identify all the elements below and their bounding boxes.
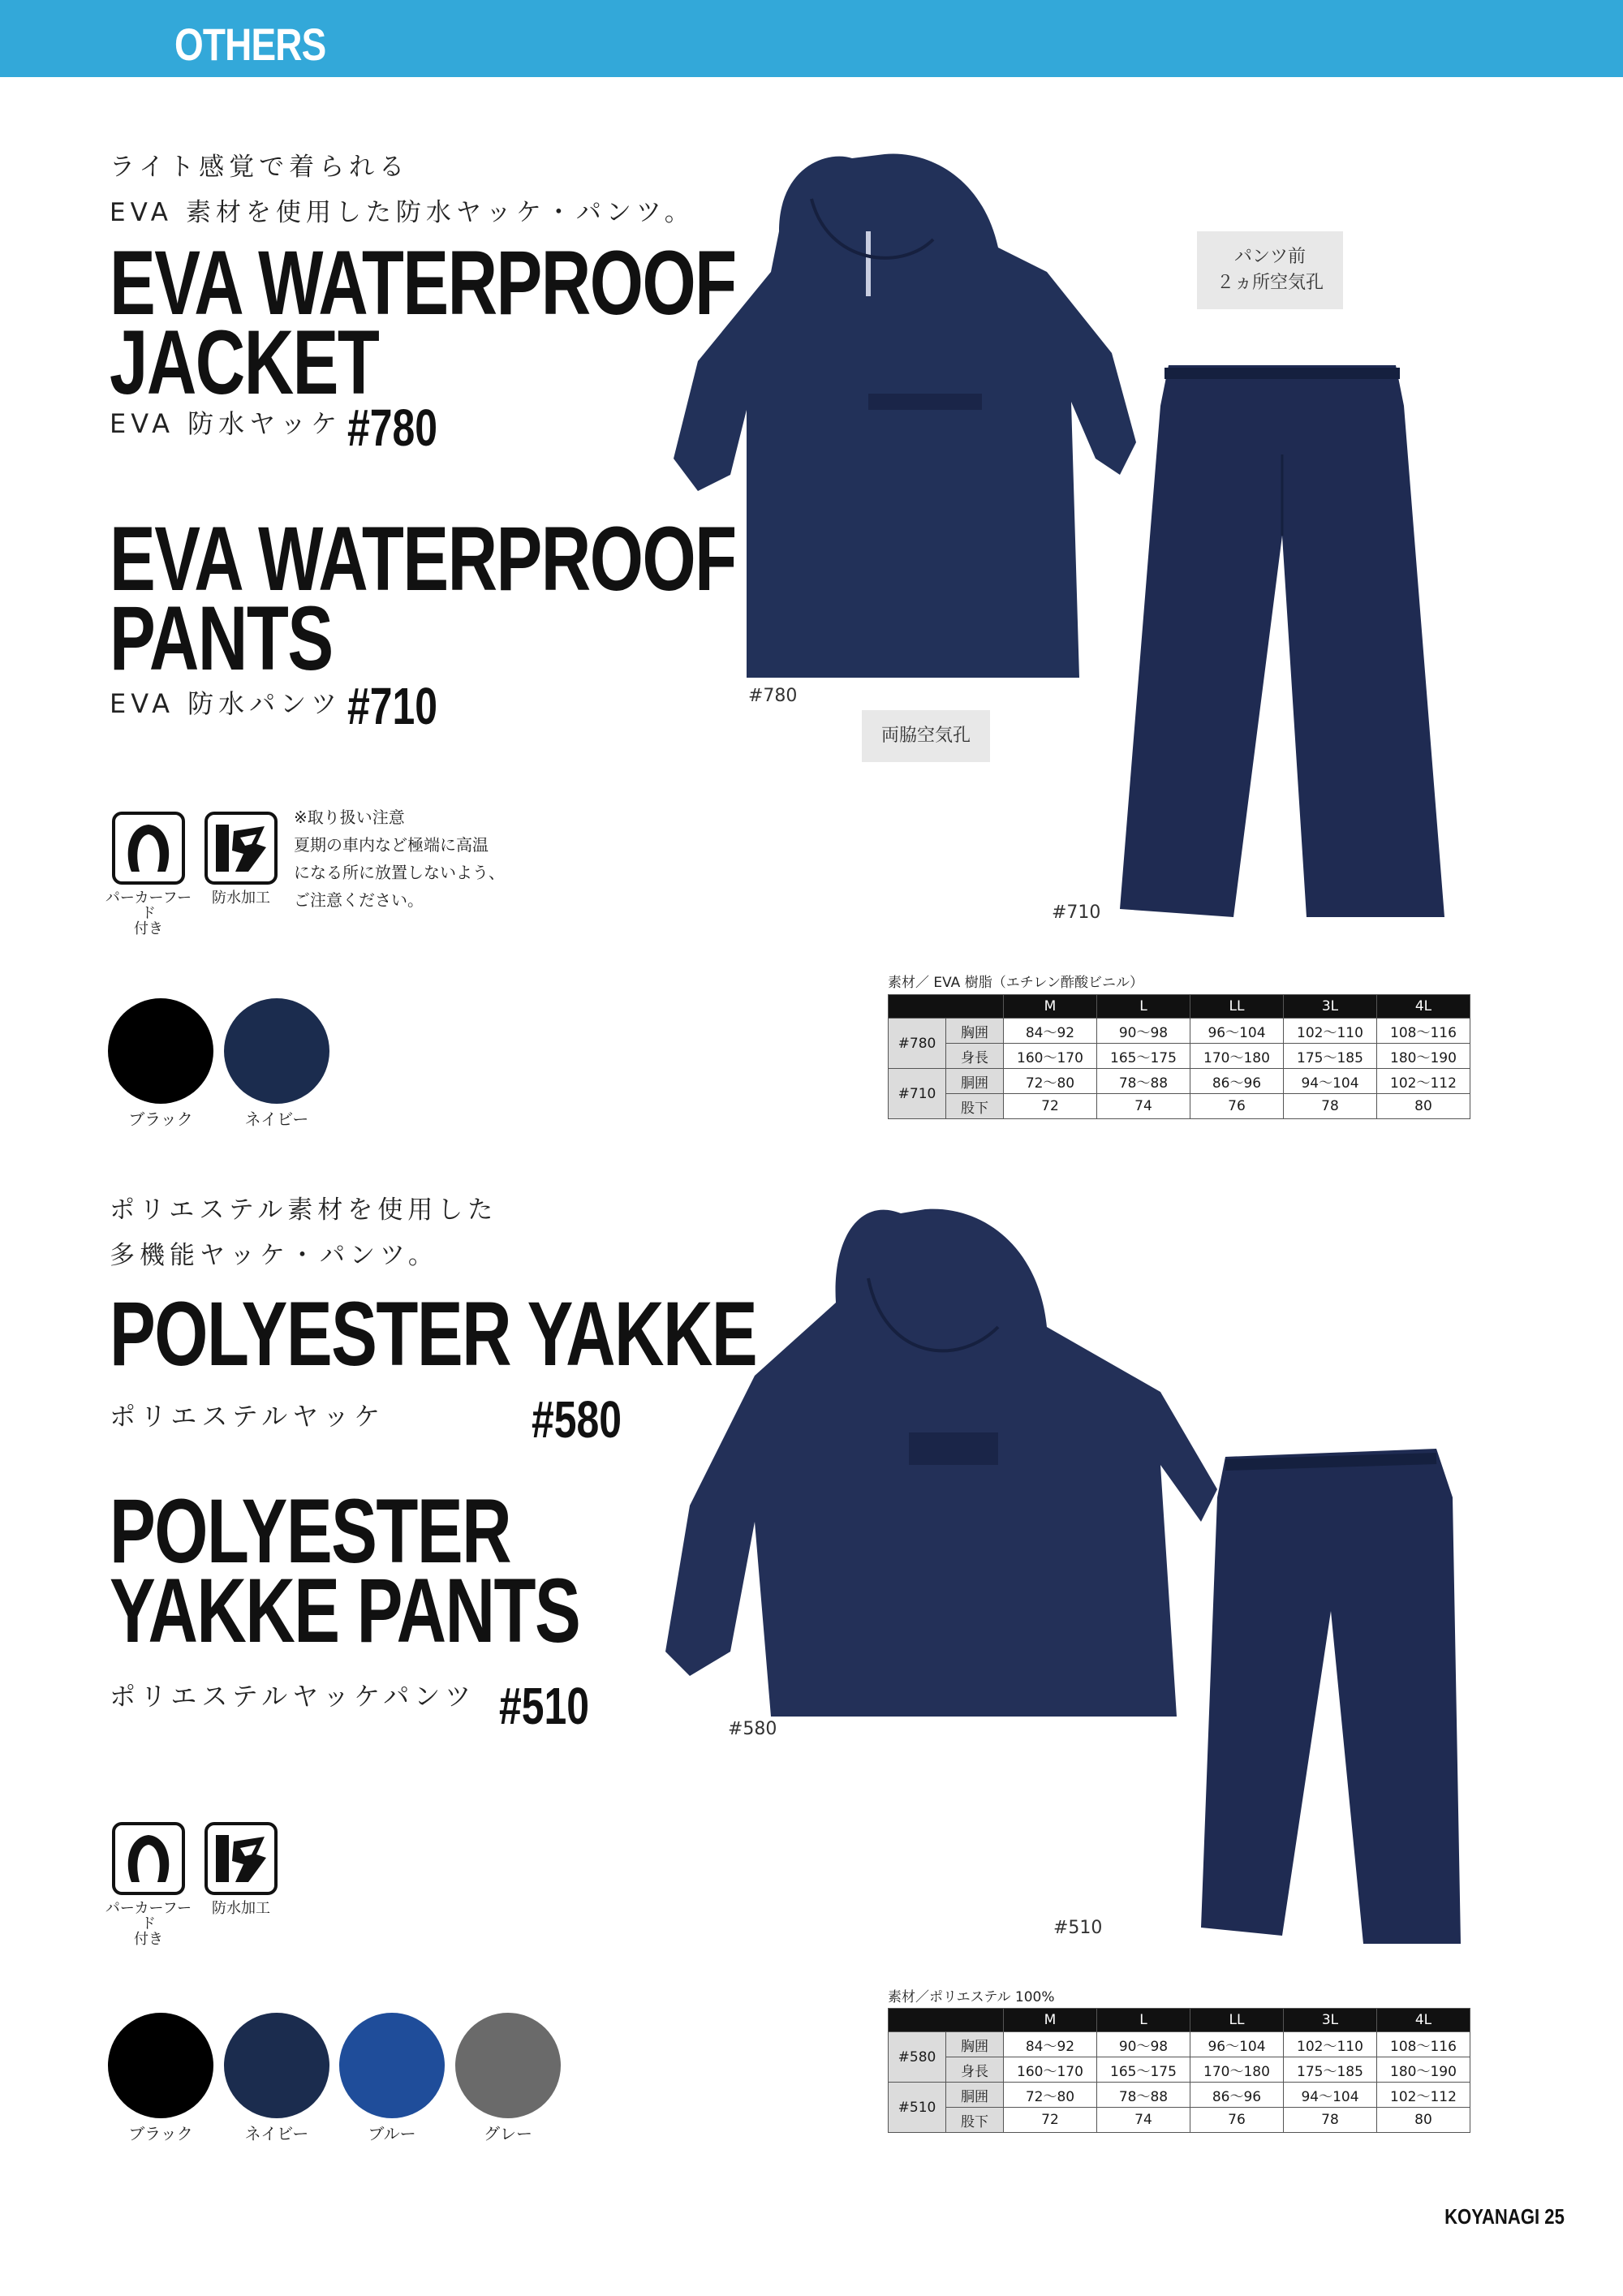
icon-caption: 防水加工	[212, 1900, 270, 1917]
value-cell: 165〜175	[1097, 2057, 1190, 2083]
size-header: LL	[1190, 995, 1284, 1019]
page-footer: KOYANAGI 25	[1444, 2204, 1565, 2229]
table-row	[889, 2108, 1470, 2133]
value-cell: 160〜170	[1004, 2057, 1097, 2083]
title-line: POLYESTER YAKKE	[110, 1283, 757, 1385]
material-note: 素材／ EVA 樹脂（エチレン酢酸ビニル）	[888, 975, 1143, 991]
product-jp-name-710: EVA 防水パンツ	[110, 688, 342, 719]
value-cell: 165〜175	[1097, 1044, 1190, 1069]
color-swatch-blue	[339, 2013, 445, 2118]
size-header: L	[1097, 995, 1190, 1019]
value-cell: 160〜170	[1004, 1044, 1097, 1069]
value-cell: 108〜116	[1377, 1019, 1470, 1044]
size-header: LL	[1190, 2009, 1284, 2032]
size-table-section2	[888, 2008, 1470, 2133]
product-title-780	[110, 232, 736, 413]
waterproof-icon-label	[196, 890, 286, 906]
size-header: 3L	[1284, 995, 1377, 1019]
table-row	[889, 2083, 1470, 2108]
size-header: 4L	[1377, 2009, 1470, 2032]
value-cell: 76	[1190, 2108, 1284, 2133]
product-title-710	[110, 508, 736, 689]
table-row	[889, 2032, 1470, 2057]
measure-cell: 股下	[946, 2108, 1004, 2133]
value-cell: 102〜112	[1377, 2083, 1470, 2108]
title-line: JACKET	[110, 312, 379, 413]
handling-notice: ※取り扱い注意 夏期の車内など極端に高温 になる所に放置しないよう、 ご注意ください。	[294, 808, 505, 910]
value-cell: 108〜116	[1377, 2032, 1470, 2057]
value-cell: 72	[1004, 1094, 1097, 1119]
tagline-line: ライト感覚で着られる	[110, 153, 410, 182]
model-cell: #780	[889, 1019, 946, 1069]
measure-cell: 身長	[946, 2057, 1004, 2083]
value-cell: 170〜180	[1190, 1044, 1284, 1069]
product-number-510: #510	[499, 1677, 590, 1735]
table-row	[889, 1019, 1470, 1044]
tagline-line: ポリエステル素材を使用した	[110, 1195, 498, 1225]
jacket-780-photo	[665, 150, 1152, 702]
waterproof-icon-label	[196, 1901, 286, 1916]
section2-tagline	[110, 1187, 497, 1278]
size-header: 3L	[1284, 2009, 1377, 2032]
pants-710-photo	[1112, 357, 1469, 925]
size-header: M	[1004, 2009, 1097, 2032]
value-cell: 102〜112	[1377, 1069, 1470, 1094]
photo-label-780: #780	[748, 686, 798, 706]
hood-icon	[112, 812, 185, 885]
measure-cell: 胸囲	[946, 1019, 1004, 1044]
product-jp-name-580: ポリエステルヤッケ	[110, 1401, 385, 1432]
value-cell: 175〜185	[1284, 2057, 1377, 2083]
color-swatch-black	[108, 2013, 213, 2118]
value-cell: 72〜80	[1004, 1069, 1097, 1094]
title-line: POLYESTER	[110, 1480, 511, 1582]
product-jp-name-780: EVA 防水ヤッケ	[110, 408, 342, 439]
icon-caption: パーカーフード 付き	[105, 1900, 192, 1948]
title-line: EVA WATERPROOF	[110, 508, 736, 610]
product-number-780: #780	[347, 398, 438, 457]
measure-cell: 股下	[946, 1094, 1004, 1119]
waterproof-icon	[204, 1822, 278, 1895]
value-cell: 94〜104	[1284, 1069, 1377, 1094]
measure-cell: 胴囲	[946, 2083, 1004, 2108]
hood-icon-label	[104, 1901, 193, 1947]
callout-side-air-holes: 両脇空気孔	[862, 710, 990, 762]
table-header-row	[889, 2009, 1470, 2032]
value-cell: 180〜190	[1377, 1044, 1470, 1069]
table-corner	[889, 995, 1004, 1019]
product-jp-name-510: ポリエステルヤッケパンツ	[110, 1681, 476, 1712]
title-line: YAKKE PANTS	[110, 1560, 580, 1661]
color-swatch-black	[108, 998, 213, 1104]
value-cell: 96〜104	[1190, 1019, 1284, 1044]
value-cell: 86〜96	[1190, 1069, 1284, 1094]
value-cell: 80	[1377, 1094, 1470, 1119]
title-line: EVA WATERPROOF	[110, 232, 736, 334]
color-label-blue: ブルー	[368, 2124, 416, 2143]
table-row	[889, 1094, 1470, 1119]
hood-icon-label	[104, 890, 193, 937]
color-label-black: ブラック	[128, 2124, 193, 2143]
color-label-navy: ネイビー	[244, 1109, 309, 1129]
icon-caption: パーカーフード 付き	[105, 890, 192, 937]
photo-label-580: #580	[728, 1719, 777, 1739]
product-number-710: #710	[347, 677, 438, 735]
photo-label-710: #710	[1052, 902, 1101, 923]
value-cell: 102〜110	[1284, 2032, 1377, 2057]
pants-510-photo	[1193, 1449, 1469, 1952]
value-cell: 170〜180	[1190, 2057, 1284, 2083]
value-cell: 86〜96	[1190, 2083, 1284, 2108]
value-cell: 96〜104	[1190, 2032, 1284, 2057]
tagline-line: EVA 素材を使用した防水ヤッケ・パンツ。	[110, 198, 695, 227]
measure-cell: 胸囲	[946, 2032, 1004, 2057]
size-table-section1	[888, 994, 1470, 1119]
product-number-580: #580	[532, 1390, 622, 1449]
value-cell: 94〜104	[1284, 2083, 1377, 2108]
color-label-navy: ネイビー	[244, 2124, 309, 2143]
value-cell: 90〜98	[1097, 1019, 1190, 1044]
product-title-510	[110, 1480, 580, 1661]
callout-pants-air-holes: パンツ前 ２ヵ所空気孔	[1197, 231, 1343, 309]
value-cell: 78	[1284, 2108, 1377, 2133]
table-row	[889, 1069, 1470, 1094]
material-note: 素材／ポリエステル 100%	[888, 1989, 1055, 2005]
title-line: PANTS	[110, 588, 333, 689]
table-header-row	[889, 995, 1470, 1019]
waterproof-icon	[204, 812, 278, 885]
value-cell: 78〜88	[1097, 1069, 1190, 1094]
value-cell: 102〜110	[1284, 1019, 1377, 1044]
value-cell: 74	[1097, 1094, 1190, 1119]
color-label-black: ブラック	[128, 1109, 193, 1129]
value-cell: 180〜190	[1377, 2057, 1470, 2083]
photo-label-510: #510	[1053, 1918, 1103, 1938]
color-swatch-navy	[224, 998, 329, 1104]
value-cell: 72〜80	[1004, 2083, 1097, 2108]
table-row	[889, 1044, 1470, 1069]
measure-cell: 身長	[946, 1044, 1004, 1069]
measure-cell: 胴囲	[946, 1069, 1004, 1094]
color-swatch-gray	[455, 2013, 561, 2118]
value-cell: 84〜92	[1004, 1019, 1097, 1044]
model-cell: #510	[889, 2083, 946, 2133]
model-cell: #710	[889, 1069, 946, 1119]
icon-caption: 防水加工	[212, 890, 270, 907]
value-cell: 80	[1377, 2108, 1470, 2133]
value-cell: 72	[1004, 2108, 1097, 2133]
model-cell: #580	[889, 2032, 946, 2083]
section1-tagline	[110, 144, 695, 235]
value-cell: 84〜92	[1004, 2032, 1097, 2057]
jacket-580-photo	[657, 1197, 1225, 1725]
value-cell: 76	[1190, 1094, 1284, 1119]
table-corner	[889, 2009, 1004, 2032]
hood-icon	[112, 1822, 185, 1895]
value-cell: 78	[1284, 1094, 1377, 1119]
value-cell: 78〜88	[1097, 2083, 1190, 2108]
table-row	[889, 2057, 1470, 2083]
value-cell: 175〜185	[1284, 1044, 1377, 1069]
size-header: L	[1097, 2009, 1190, 2032]
color-label-gray: グレー	[484, 2124, 532, 2143]
color-swatch-navy	[224, 2013, 329, 2118]
section-title: OTHERS	[174, 19, 326, 70]
value-cell: 90〜98	[1097, 2032, 1190, 2057]
size-header: M	[1004, 995, 1097, 1019]
tagline-line: 多機能ヤッケ・パンツ。	[110, 1241, 438, 1270]
size-header: 4L	[1377, 995, 1470, 1019]
value-cell: 74	[1097, 2108, 1190, 2133]
